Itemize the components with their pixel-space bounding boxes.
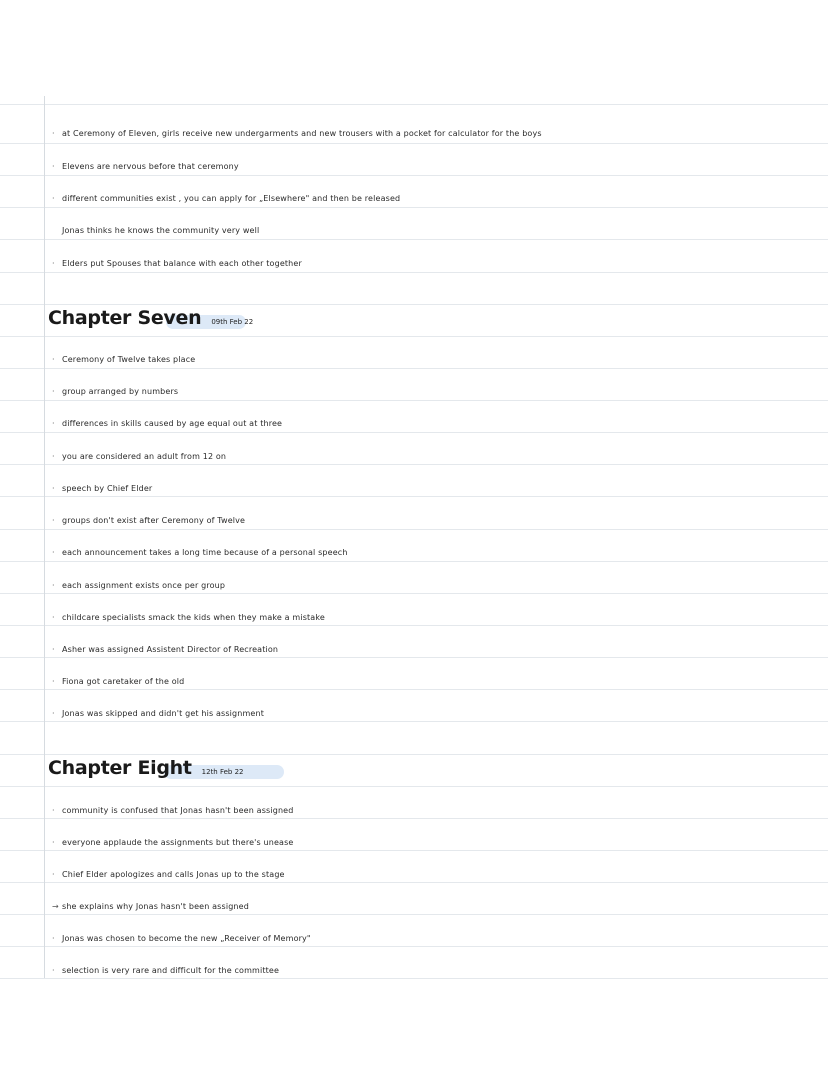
chapter-title: Chapter Seven bbox=[48, 307, 202, 329]
bullet: · bbox=[52, 613, 55, 622]
ruled-line bbox=[0, 304, 828, 305]
chapter-date: 09th Feb 22 bbox=[211, 318, 254, 326]
note-line bbox=[52, 483, 152, 495]
bullet: · bbox=[52, 194, 55, 203]
note-text: each announcement takes a long time because of a personal speech bbox=[62, 548, 348, 557]
bullet: · bbox=[52, 677, 55, 686]
note-text: Jonas thinks he knows the community very well bbox=[62, 226, 260, 235]
bullet: · bbox=[52, 484, 55, 493]
note-text: Ceremony of Twelve takes place bbox=[62, 355, 196, 364]
ruled-line bbox=[0, 175, 828, 176]
ruled-line bbox=[0, 721, 828, 722]
note-text: Jonas was chosen to become the new „Receiver of Memory" bbox=[62, 934, 311, 943]
ruled-line bbox=[0, 978, 828, 979]
bullet: · bbox=[52, 966, 55, 975]
note-text: community is confused that Jonas hasn't been assigned bbox=[62, 806, 294, 815]
bullet: · bbox=[52, 452, 55, 461]
note-line bbox=[52, 580, 225, 592]
note-text: selection is very rare and difficult for the committee bbox=[62, 966, 280, 975]
ruled-line bbox=[0, 432, 828, 433]
ruled-line bbox=[0, 368, 828, 369]
ruled-line bbox=[0, 400, 828, 401]
note-text: Fiona got caretaker of the old bbox=[62, 677, 185, 686]
bullet: → bbox=[52, 902, 59, 911]
note-line bbox=[52, 901, 249, 913]
note-text: groups don't exist after Ceremony of Twelve bbox=[62, 516, 246, 525]
chapter-heading bbox=[48, 757, 244, 779]
bullet: · bbox=[52, 387, 55, 396]
note-line bbox=[52, 547, 348, 559]
note-line bbox=[52, 515, 245, 527]
note-text: Jonas was skipped and didn't get his assignment bbox=[62, 709, 265, 718]
note-text: different communities exist , you can apply for „Elsewhere" and then be released bbox=[62, 194, 401, 203]
bullet: · bbox=[52, 870, 55, 879]
note-text: she explains why Jonas hasn't been assigned bbox=[62, 902, 249, 911]
bullet: · bbox=[52, 838, 55, 847]
ruled-line bbox=[0, 143, 828, 144]
note-line bbox=[52, 354, 195, 366]
ruled-line bbox=[0, 496, 828, 497]
ruled-line bbox=[0, 657, 828, 658]
note-line bbox=[52, 612, 325, 624]
ruled-line bbox=[0, 882, 828, 883]
note-line bbox=[52, 258, 302, 270]
bullet: · bbox=[52, 419, 55, 428]
note-text: Chief Elder apologizes and calls Jonas up to the stage bbox=[62, 870, 285, 879]
note-text: you are considered an adult from 12 on bbox=[62, 452, 227, 461]
bullet: · bbox=[52, 355, 55, 364]
bullet: · bbox=[52, 516, 55, 525]
note-text: each assignment exists once per group bbox=[62, 581, 226, 590]
note-text: Elevens are nervous before that ceremony bbox=[62, 162, 239, 171]
note-line bbox=[52, 386, 178, 398]
note-line bbox=[52, 933, 311, 945]
bullet: · bbox=[52, 806, 55, 815]
bullet: · bbox=[52, 645, 55, 654]
note-text: everyone applaude the assignments but there's unease bbox=[62, 838, 294, 847]
ruled-line bbox=[0, 272, 828, 273]
note-line bbox=[52, 128, 542, 140]
ruled-line bbox=[0, 104, 828, 105]
bullet: · bbox=[52, 709, 55, 718]
note-line bbox=[52, 805, 293, 817]
note-line bbox=[52, 965, 279, 977]
ruled-line bbox=[0, 850, 828, 851]
note-line bbox=[52, 225, 259, 237]
note-text: Asher was assigned Assistent Director of Recreation bbox=[62, 645, 279, 654]
ruled-line bbox=[0, 593, 828, 594]
ruled-line bbox=[0, 464, 828, 465]
ruled-line bbox=[0, 529, 828, 530]
bullet: · bbox=[52, 129, 55, 138]
note-line bbox=[52, 451, 226, 463]
note-line bbox=[52, 676, 184, 688]
note-text: group arranged by numbers bbox=[62, 387, 179, 396]
bullet: · bbox=[52, 162, 55, 171]
note-text: speech by Chief Elder bbox=[62, 484, 153, 493]
ruled-line bbox=[0, 946, 828, 947]
note-line bbox=[52, 837, 294, 849]
bullet: · bbox=[52, 934, 55, 943]
chapter-title: Chapter Eight bbox=[48, 757, 192, 779]
ruled-line bbox=[0, 689, 828, 690]
note-text: differences in skills caused by age equal out at three bbox=[62, 419, 283, 428]
note-line bbox=[52, 193, 400, 205]
note-line bbox=[52, 161, 239, 173]
note-text: at Ceremony of Eleven, girls receive new undergarments and new trousers with a pocket for calculator for the boys bbox=[62, 129, 542, 138]
note-text: Elders put Spouses that balance with each other together bbox=[62, 259, 302, 268]
note-line bbox=[52, 418, 282, 430]
ruled-line bbox=[0, 239, 828, 240]
ruled-line bbox=[0, 336, 828, 337]
ruled-line bbox=[0, 818, 828, 819]
ruled-line bbox=[0, 786, 828, 787]
ruled-line bbox=[0, 914, 828, 915]
note-line bbox=[52, 708, 264, 720]
bullet: · bbox=[52, 259, 55, 268]
ruled-line bbox=[0, 561, 828, 562]
note-line bbox=[52, 644, 278, 656]
note-line bbox=[52, 869, 285, 881]
note-text: childcare specialists smack the kids when they make a mistake bbox=[62, 613, 325, 622]
chapter-date: 12th Feb 22 bbox=[201, 768, 244, 776]
margin-line bbox=[44, 96, 45, 978]
ruled-line bbox=[0, 207, 828, 208]
bullet: · bbox=[52, 548, 55, 557]
chapter-heading bbox=[48, 307, 253, 329]
bullet: · bbox=[52, 581, 55, 590]
ruled-line bbox=[0, 625, 828, 626]
ruled-line bbox=[0, 754, 828, 755]
